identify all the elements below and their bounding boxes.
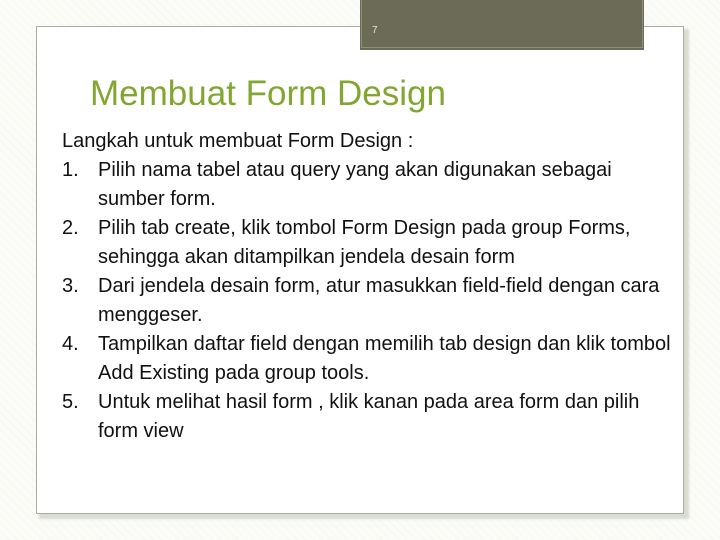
list-item-text: Untuk melihat hasil form , klik kanan pada area form dan pilih form view	[98, 391, 640, 442]
slide-body	[62, 127, 672, 446]
list-item	[62, 272, 672, 330]
list-item-number: 5.	[62, 391, 79, 413]
list-item-text: Dari jendela desain form, atur masukkan field-field dengan cara menggeser.	[98, 275, 660, 326]
list-item-text: Pilih tab create, klik tombol Form Design pada group Forms, sehingga akan ditampilkan jendela desain form	[98, 217, 631, 268]
list-item-text: Tampilkan daftar field dengan memilih tab design dan klik tombol Add Existing pada group tools.	[98, 333, 671, 384]
list-item-number: 1.	[62, 159, 79, 181]
list-item	[62, 330, 672, 388]
list-item-number: 3.	[62, 275, 79, 297]
list-item-text: Pilih nama tabel atau query yang akan digunakan sebagai sumber form.	[98, 159, 612, 210]
list-item-number: 2.	[62, 217, 79, 239]
list-item-number: 4.	[62, 333, 79, 355]
steps-list	[62, 156, 672, 446]
slide-title: Membuat Form Design	[90, 74, 446, 113]
list-item	[62, 156, 672, 214]
page-number-tab-border	[361, 0, 643, 48]
intro-text: Langkah untuk membuat Form Design :	[62, 130, 414, 152]
list-item	[62, 388, 672, 446]
list-item	[62, 214, 672, 272]
page-number: 7	[372, 25, 378, 36]
